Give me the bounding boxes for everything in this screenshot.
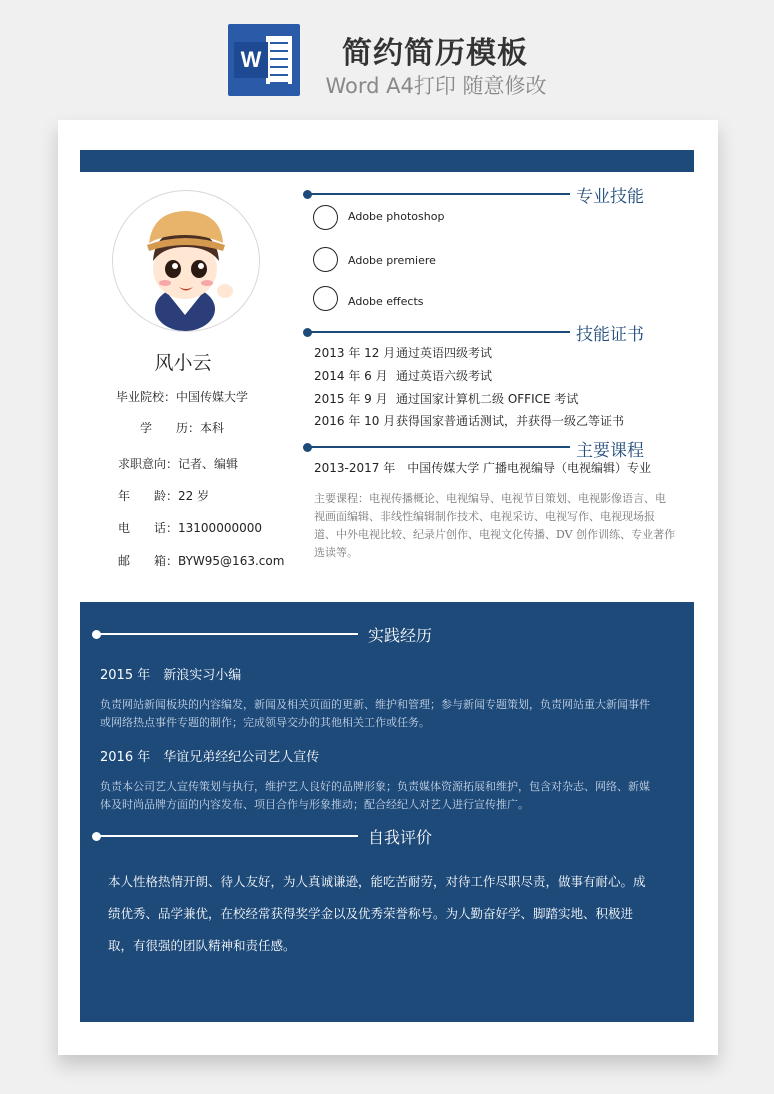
word-logo-letter: W [234, 42, 268, 78]
experience-item-2-desc: 负责本公司艺人宣传策划与执行，维护艺人良好的品牌形象；负责媒体资源拓展和维护，包含对杂志、网络、新媒体及时尚品牌方面的内容发布、项目合作与形象推动；配合经纪人对艺人进行宣传推广。 [100, 780, 650, 811]
cert-divider [308, 331, 570, 333]
info-job-intent: 求职意向：记者、编辑 [118, 457, 239, 471]
experience-item-1-head: 2015 年 新浪实习小编 [100, 668, 242, 683]
skill-label-1: Adobe photoshop [348, 210, 445, 223]
experience-panel [80, 602, 694, 1022]
experience-item-1-desc: 负责网站新闻板块的内容编发，新闻及相关页面的更新、维护和管理；参与新闻专题策划，负责网站重大新闻事件或网络热点事件专题的制作；完成领导交办的其他相关工作或任务。 [100, 698, 650, 729]
info-age: 年 龄：22 岁 [118, 489, 210, 503]
cartoon-girl-icon [113, 191, 260, 332]
course-divider [308, 446, 570, 448]
info-email: 邮 箱：BYW95@163.com [118, 554, 285, 568]
info-degree: 学 历：本科 [140, 421, 225, 435]
skill-circle-1 [313, 205, 338, 230]
skills-title: 专业技能 [576, 187, 644, 207]
top-color-bar [80, 150, 694, 172]
cert-title: 技能证书 [576, 325, 644, 345]
skill-label-2: Adobe premiere [348, 254, 436, 267]
template-title: 简约简历模板 [342, 36, 528, 71]
template-subtitle: Word A4打印 随意修改 [325, 74, 547, 98]
experience-dot [92, 630, 101, 639]
cert-row-1: 2013 年 12 月通过英语四级考试 [314, 346, 493, 360]
resume-page [58, 120, 718, 1055]
info-phone: 电 话：13100000000 [118, 521, 262, 535]
skill-circle-2 [313, 247, 338, 272]
info-school: 毕业院校：中国传媒大学 [116, 390, 249, 404]
self-eval-dot [92, 832, 101, 841]
cert-row-4: 2016 年 10 月获得国家普通话测试，并获得一级乙等证书 [314, 414, 625, 428]
cert-row-3: 2015 年 9 月 通过国家计算机二级 OFFICE 考试 [314, 392, 579, 406]
course-title: 主要课程 [576, 441, 644, 461]
course-description: 主要课程：电视传播概论、电视编导、电视节目策划、电视影像语言、电视画面编辑、非线性编辑制作技术、电视采访、电视写作、电视现场报道、中外电视比较、纪录片创作、电视文化传播、DV 创作训练、专业著作选读等。 [314, 492, 676, 559]
course-headline: 2013-2017 年 中国传媒大学 广播电视编导（电视编辑）专业 [314, 461, 652, 475]
experience-item-2-head: 2016 年 华谊兄弟经纪公司艺人宣传 [100, 750, 320, 765]
self-eval-divider [98, 835, 358, 837]
page-header [0, 0, 774, 110]
cert-row-2: 2014 年 6 月 通过英语六级考试 [314, 369, 493, 383]
skill-label-3: Adobe effects [348, 295, 424, 308]
word-logo-icon [228, 24, 300, 96]
experience-divider [98, 633, 358, 635]
skill-circle-3 [313, 286, 338, 311]
candidate-name: 风小云 [154, 352, 212, 374]
experience-title: 实践经历 [368, 626, 433, 645]
skills-divider [308, 193, 570, 195]
self-eval-title: 自我评价 [368, 828, 433, 847]
avatar [112, 190, 260, 332]
self-eval-text: 本人性格热情开朗、待人友好，为人真诚谦逊，能吃苦耐劳，对待工作尽职尽责，做事有耐心。成绩优秀、品学兼优，在校经常获得奖学金以及优秀荣誉称号。为人勤奋好学、脚踏实地、积极进取，有很强的团队精神和责任感。 [108, 874, 646, 953]
